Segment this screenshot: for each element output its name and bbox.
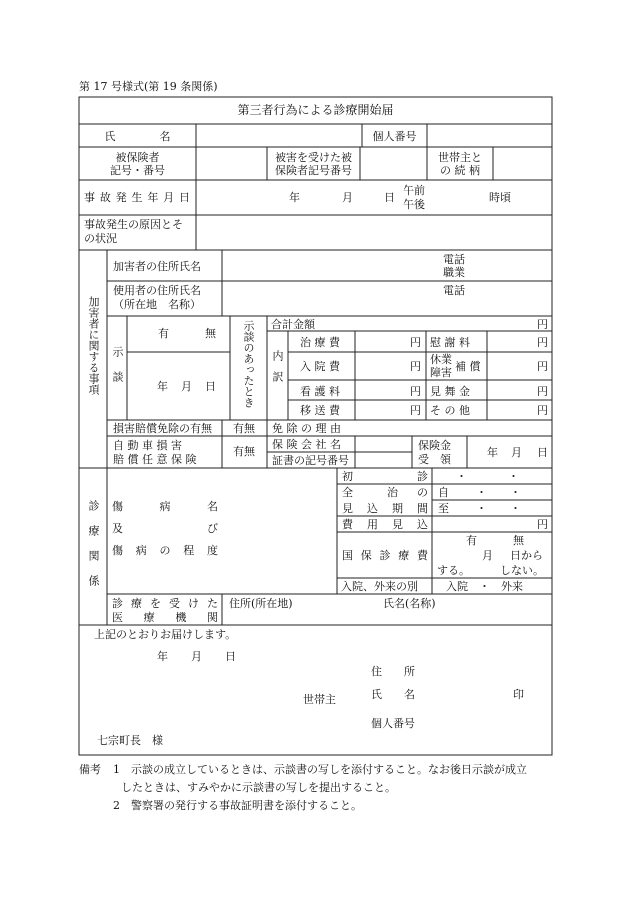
form-title: 第三者行為による診療開始届 — [237, 103, 394, 117]
victim-number-label-2: 保険者記号番号 — [275, 164, 352, 177]
remark-1-text-2: したときは、すみやかに示談書の写しを提出すること。 — [121, 781, 396, 794]
nhi-month: 月 — [482, 549, 493, 562]
cost-estimate-yen: 円 — [537, 518, 548, 531]
accident-time: 時頃 — [489, 191, 511, 204]
settlement-label: 示談 — [111, 346, 124, 396]
accident-cause-label: 事故発生の原因とそ — [84, 218, 183, 231]
insurance-company-label: 保 険 会 社 名 — [272, 438, 341, 451]
accident-pm: 午後 — [403, 198, 425, 211]
institution-address-label: 住所(所在地) — [229, 597, 293, 610]
insured-label: 被保険者 — [115, 151, 160, 164]
consolation-label: 慰 謝 料 — [430, 336, 470, 349]
medical-section-label: 診療関係 — [87, 500, 100, 600]
insurance-value: 有無 — [233, 445, 255, 458]
perpetrator-phone-label: 電話 — [443, 253, 465, 266]
recovery-to-dot-1: ・ — [476, 502, 487, 515]
other-label: そ の 他 — [430, 404, 470, 417]
recovery-to-dot-2: ・ — [510, 502, 521, 515]
injury-and-label: 及 び — [112, 522, 218, 535]
consolation-yen: 円 — [537, 336, 548, 349]
nursing-cost-label: 看 護 料 — [300, 385, 340, 398]
seal-mark: 印 — [513, 688, 524, 701]
recipient: 七宗町長 様 — [97, 734, 163, 747]
claim-label-2: 受 領 — [418, 453, 451, 466]
recovery-period-label-2: 見 込 期 間 — [342, 502, 428, 515]
settlement-month: 月 — [181, 380, 192, 393]
perpetrator-address-label: 加害者の住所氏名 — [113, 260, 201, 273]
institution-label-2: 医 療 機 関 — [112, 611, 218, 624]
remarks-label: 備考 — [79, 763, 101, 776]
employer-label-2: （所在地 名称） — [113, 298, 201, 311]
notify-year: 年 — [157, 650, 168, 663]
first-visit-dot-1: ・ — [456, 470, 467, 483]
settlement-year: 年 — [157, 380, 168, 393]
accident-cause-label-2: の状況 — [84, 232, 117, 245]
compensation-yen: 円 — [537, 360, 548, 373]
exemption-label: 損害賠償免除の有無 — [113, 422, 212, 435]
hospital-cost-label: 入 院 費 — [300, 360, 340, 373]
claim-year: 年 — [487, 446, 498, 459]
cost-estimate-label: 費 用 見 込 — [342, 518, 428, 531]
form-number: 第 17 号様式(第 19 条関係) — [79, 80, 218, 93]
claim-day: 日 — [537, 446, 548, 459]
employer-label: 使用者の住所氏名 — [113, 284, 201, 297]
visit-money-label: 見 舞 金 — [430, 385, 470, 398]
submitter-name-label: 氏 名 — [371, 688, 415, 701]
certificate-number-label: 証書の記号番号 — [272, 454, 349, 467]
recovery-from-dot-2: ・ — [510, 486, 521, 499]
accident-date-label: 事故発生年月日 — [84, 191, 190, 204]
total-yen: 円 — [537, 318, 548, 331]
settlement-when-label: 示談のあったとき — [242, 320, 255, 408]
accident-month: 月 — [342, 191, 353, 204]
in-out-label: 入院、外来の別 — [341, 580, 418, 593]
householder-label: 世帯主 — [303, 693, 336, 706]
settlement-no: 無 — [205, 327, 216, 340]
hospital-yen: 円 — [410, 360, 421, 373]
breakdown-label: 内訳 — [271, 350, 284, 392]
institution-name-label: 氏名(名称) — [383, 597, 436, 610]
perpetrator-job-label: 職業 — [443, 266, 465, 279]
accident-day: 日 — [384, 191, 395, 204]
recovery-from: 自 — [438, 486, 449, 499]
nhi-dont: しない。 — [500, 564, 544, 577]
insured-label-2: 記号・番号 — [110, 164, 165, 177]
total-amount-label: 合計金額 — [271, 318, 315, 331]
notify-day: 日 — [225, 650, 236, 663]
remark-1-text: 示談の成立しているときは、示談書の写しを添付すること。なお後日示談が成立 — [131, 763, 527, 776]
nhi-do: する。 — [437, 564, 470, 577]
treatment-yen: 円 — [410, 336, 421, 349]
perpetrator-section-label: 加害者に関する事項 — [87, 296, 100, 395]
lost-wages-label: 休業 — [430, 353, 452, 366]
car-insurance-label-2: 賠 償 任 意 保 険 — [113, 453, 197, 466]
transport-yen: 円 — [410, 404, 421, 417]
submitter-individual-number-label: 個人番号 — [371, 717, 415, 730]
remark-2-text: 警察署の発行する事故証明書を添付すること。 — [131, 799, 362, 812]
nhi-yes: 有 — [466, 534, 477, 547]
injury-name-label: 傷 病 名 — [112, 500, 218, 513]
employer-phone-label: 電話 — [443, 284, 465, 297]
remark-1-number: 1 — [113, 763, 120, 776]
other-yen: 円 — [537, 404, 548, 417]
injury-degree-label: 傷 病 の 程 度 — [112, 544, 218, 557]
nhi-no: 無 — [513, 534, 524, 547]
exemption-value: 有無 — [233, 422, 255, 435]
first-visit-dot-2: ・ — [508, 470, 519, 483]
nhi-cost-label: 国 保 診 療 費 — [342, 549, 428, 562]
accident-year: 年 — [289, 191, 300, 204]
exemption-reason-label: 免 除 の 理 由 — [272, 422, 341, 435]
disability-label: 障害 — [430, 366, 452, 379]
car-insurance-label: 自 動 車 損 害 — [113, 439, 182, 452]
nursing-yen: 円 — [410, 385, 421, 398]
householder-relation-label: 世帯主と — [438, 151, 482, 164]
settlement-day: 日 — [205, 380, 216, 393]
claim-month: 月 — [511, 446, 522, 459]
transport-cost-label: 移 送 費 — [300, 404, 340, 417]
name-label: 氏 名 — [104, 130, 171, 143]
recovery-period-label: 全 治 の — [342, 486, 428, 499]
recovery-from-dot-1: ・ — [476, 486, 487, 499]
remark-2-number: 2 — [113, 799, 120, 812]
recovery-to: 至 — [438, 502, 449, 515]
treatment-cost-label: 治 療 費 — [300, 336, 340, 349]
submitter-address-label: 住 所 — [371, 665, 415, 678]
victim-number-label: 被害を受けた被 — [275, 151, 352, 164]
first-visit-label: 初 診 — [342, 470, 428, 483]
visit-money-yen: 円 — [537, 385, 548, 398]
notification-statement: 上記のとおりお届けします。 — [94, 628, 237, 641]
nhi-from: 日から — [510, 549, 543, 562]
claim-label: 保険金 — [418, 439, 451, 452]
institution-label: 診 療 を 受 け た — [112, 597, 218, 610]
notify-month: 月 — [191, 650, 202, 663]
in-out-value: 入院 ・ 外来 — [446, 580, 523, 593]
compensation-label: 補 償 — [455, 360, 481, 373]
accident-am: 午前 — [403, 184, 425, 197]
householder-relation-label-2: の 続 柄 — [440, 164, 480, 177]
individual-number-label: 個人番号 — [372, 130, 417, 143]
settlement-yes: 有 — [158, 327, 169, 340]
